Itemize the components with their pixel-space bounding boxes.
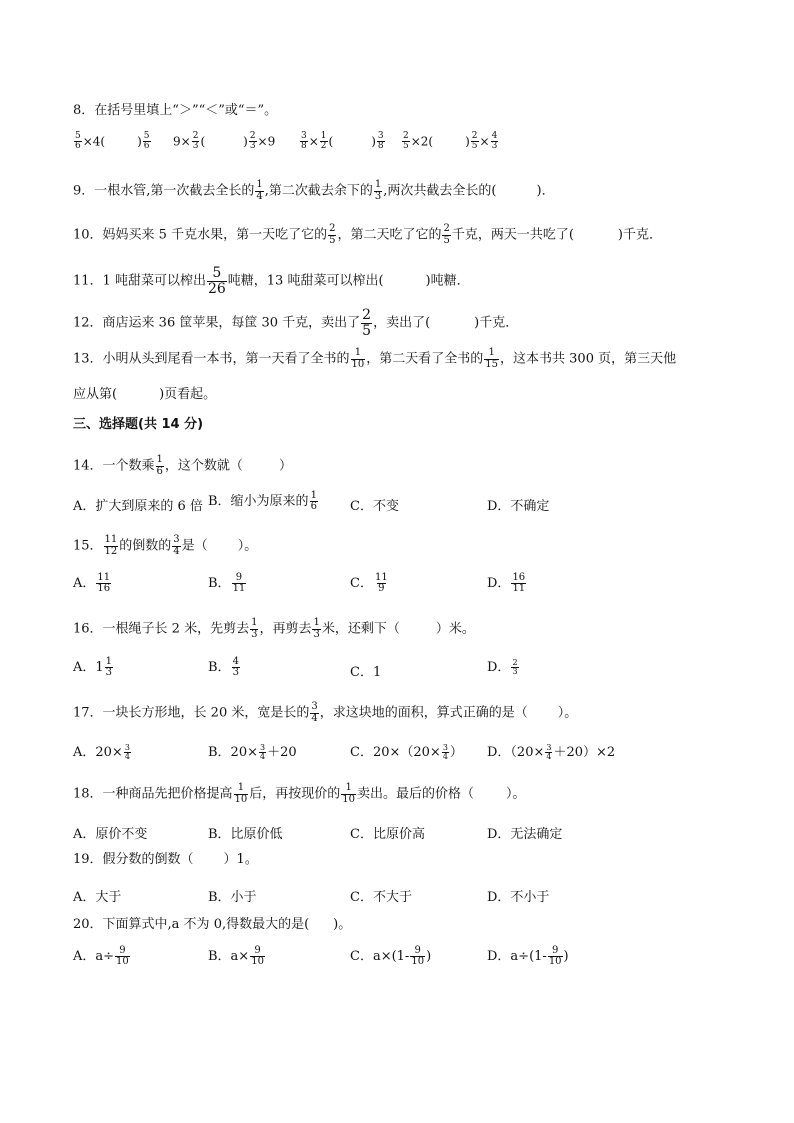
question-17: 17．一块长方形地，长 20 米，宽是长的 $\frac{3}{4}$ ，求这块地的面积，算式正确的是（ ）。	[73, 701, 578, 724]
q15-option-c[interactable]: C． $\frac{11}{9}$	[350, 571, 388, 594]
question-18: 18．一种商品先把价格提高 $\frac{1}{10}$ 后，再按现价的 $\frac{1}{10}$ 卖出。最后的价格（ ）。	[73, 782, 526, 805]
section-3-heading: 三、选择题(共 14 分)	[73, 417, 204, 432]
q18-option-d[interactable]: D．无法确定	[487, 827, 563, 842]
q19-option-a[interactable]: A．大于	[73, 890, 122, 905]
q16-option-c[interactable]: C．1	[350, 665, 382, 680]
question-20: 20．下面算式中,a 不为 0,得数最大的是( )。	[73, 917, 352, 932]
question-11: 11．1 吨甜菜可以榨出 $\frac{5}{26}$ 吨糖，13 吨甜菜可以榨出( )吨糖．	[73, 265, 470, 297]
q8-item-2: 9× $\frac{2}{3}$ ( ) $\frac{2}{3}$ ×9	[173, 131, 276, 152]
q8-text: 8	[73, 103, 82, 118]
q16-option-d[interactable]: D． $\frac{2}{3}$	[487, 657, 518, 676]
question-12: 12．商店运来 36 筐苹果，每筐 30 千克，卖出了 $\frac{2}{5}$ ，卖出了( )千克．	[73, 307, 519, 339]
q8-item-1: $\frac{5}{6}$ ×4( ) $\frac{5}{6}$	[75, 131, 150, 152]
question-15: 15． $\frac{11}{12}$ 的倒数的 $\frac{3}{4}$ 是（ ）。	[73, 534, 258, 557]
q20-option-d[interactable]: D．a÷(1- $\frac{9}{10}$ )	[487, 944, 569, 967]
q14-option-c[interactable]: C．不变	[350, 499, 399, 514]
q20-option-a[interactable]: A．a÷ $\frac{9}{10}$	[73, 944, 129, 967]
q15-option-d[interactable]: D． $\frac{16}{11}$	[487, 571, 526, 594]
question-16: 16．一根绳子长 2 米，先剪去 $\frac{1}{3}$ ，再剪去 $\frac{1}{3}$ 米，还剩下（ ）米。	[73, 617, 475, 640]
q15-option-b[interactable]: B． $\frac{9}{11}$	[208, 571, 246, 594]
q8-instruction: 在括号里填上“＞”“＜”或“＝”。	[94, 103, 278, 118]
question-19: 19．假分数的倒数（ ）1。	[73, 852, 258, 867]
q18-option-b[interactable]: B．比原价低	[208, 827, 283, 842]
q17-option-d[interactable]: D．（20× $\frac{3}{4}$ ＋20）×2	[487, 742, 616, 761]
q14-option-b[interactable]: B．缩小为原来的 $\frac{1}{6}$	[208, 489, 317, 512]
q17-option-b[interactable]: B．20× $\frac{3}{4}$ ＋20	[208, 742, 297, 761]
q15-option-a[interactable]: A． $\frac{11}{16}$	[73, 571, 111, 594]
q19-option-d[interactable]: D．不小于	[487, 890, 550, 905]
q18-option-c[interactable]: C．比原价高	[350, 827, 425, 842]
q18-option-a[interactable]: A．原价不变	[73, 827, 148, 842]
q16-option-b[interactable]: B． $\frac{4}{3}$	[208, 655, 239, 678]
q19-option-b[interactable]: B．小于	[208, 890, 257, 905]
q14-option-d[interactable]: D．不确定	[487, 499, 550, 514]
question-13-line-2: 应从第( )页看起。	[73, 387, 217, 402]
q17-option-c[interactable]: C．20×（20× $\frac{3}{4}$ ）	[350, 742, 463, 761]
q8-item-3: $\frac{3}{8}$ × $\frac{1}{2}$ ( ) $\frac{3}{8}$	[301, 131, 384, 152]
q8-item-4: $\frac{2}{5}$ ×2( ) $\frac{2}{5}$ × $\frac{4}{3}$	[403, 131, 498, 152]
question-13: 13．小明从头到尾看一本书，第一天看了全书的 $\frac{1}{10}$ ，第二天看了全书的 $\frac{1}{15}$ ，这本书共 300 页，第三天他	[73, 347, 677, 370]
q19-option-c[interactable]: C．不大于	[350, 890, 412, 905]
question-9: 9．一根水管,第一次截去全长的 $\frac{1}{4}$ ,第二次截去余下的 $\frac{1}{3}$ ,两次共截去全长的( )．	[73, 179, 555, 202]
q14-option-a[interactable]: A．扩大到原来的 6 倍	[73, 499, 203, 514]
question-14: 14．一个数乘 $\frac{1}{6}$ ，这个数就（ ）	[73, 454, 292, 477]
q20-option-c[interactable]: C．a×(1- $\frac{9}{10}$ )	[350, 944, 432, 967]
q16-option-a[interactable]: A．1 $\frac{1}{3}$	[73, 655, 113, 678]
question-8: 8．在括号里填上“＞”“＜”或“＝”。	[73, 103, 278, 118]
q17-option-a[interactable]: A．20× $\frac{3}{4}$	[73, 742, 130, 761]
q20-option-b[interactable]: B．a× $\frac{9}{10}$	[208, 944, 264, 967]
question-10: 10．妈妈买来 5 千克水果，第一天吃了它的 $\frac{2}{5}$ ，第二天吃了它的 $\frac{2}{5}$ 千克，两天一共吃了( )千克．	[73, 223, 662, 246]
